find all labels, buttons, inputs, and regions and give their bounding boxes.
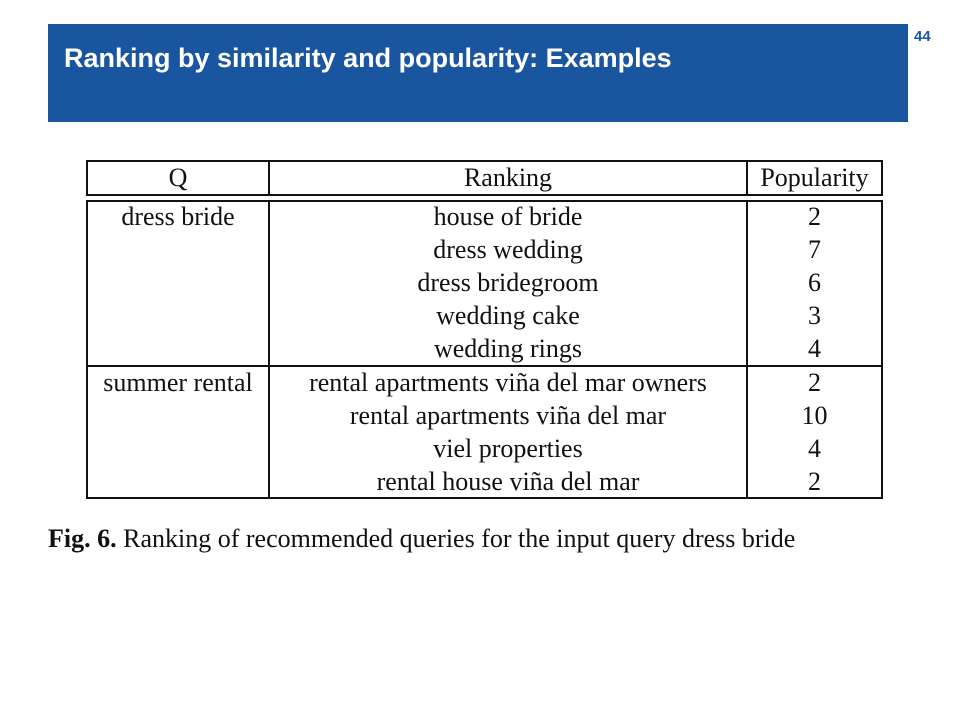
header-ranking: Ranking	[463, 163, 553, 192]
page-number: 44	[914, 28, 931, 45]
query-cell: summer rental	[103, 368, 253, 397]
figure-caption	[48, 524, 795, 554]
slide-title: Ranking by similarity and popularity: Examples	[64, 43, 672, 73]
ranking-cell: rental apartments viña del mar	[349, 401, 667, 430]
header-q: Q	[168, 163, 188, 192]
popularity-cell: 7	[808, 235, 821, 264]
ranking-cell: dress wedding	[433, 235, 583, 264]
ranking-cell: viel properties	[433, 434, 583, 463]
ranking-cell: rental apartments viña del mar owners	[309, 368, 707, 397]
popularity-cell: 4	[808, 434, 821, 463]
popularity-cell: 2	[808, 202, 821, 231]
popularity-cell: 4	[808, 334, 821, 363]
ranking-cell: wedding rings	[433, 334, 583, 363]
popularity-cell: 3	[808, 301, 821, 330]
popularity-cell: 2	[808, 368, 821, 397]
caption-text: Ranking of recommended queries for the input query dress bride	[123, 524, 796, 553]
query-cell: dress bride	[121, 202, 235, 231]
popularity-cell: 2	[808, 467, 821, 496]
popularity-cell: 6	[808, 268, 821, 297]
ranking-cell: dress bridegroom	[417, 268, 599, 297]
caption-label: Fig. 6.	[48, 524, 117, 553]
ranking-cell: wedding cake	[436, 301, 580, 330]
popularity-cell: 10	[801, 401, 828, 430]
header-popularity: Popularity	[760, 163, 869, 192]
ranking-cell: house of bride	[433, 202, 583, 231]
ranking-cell: rental house viña del mar	[376, 467, 640, 496]
